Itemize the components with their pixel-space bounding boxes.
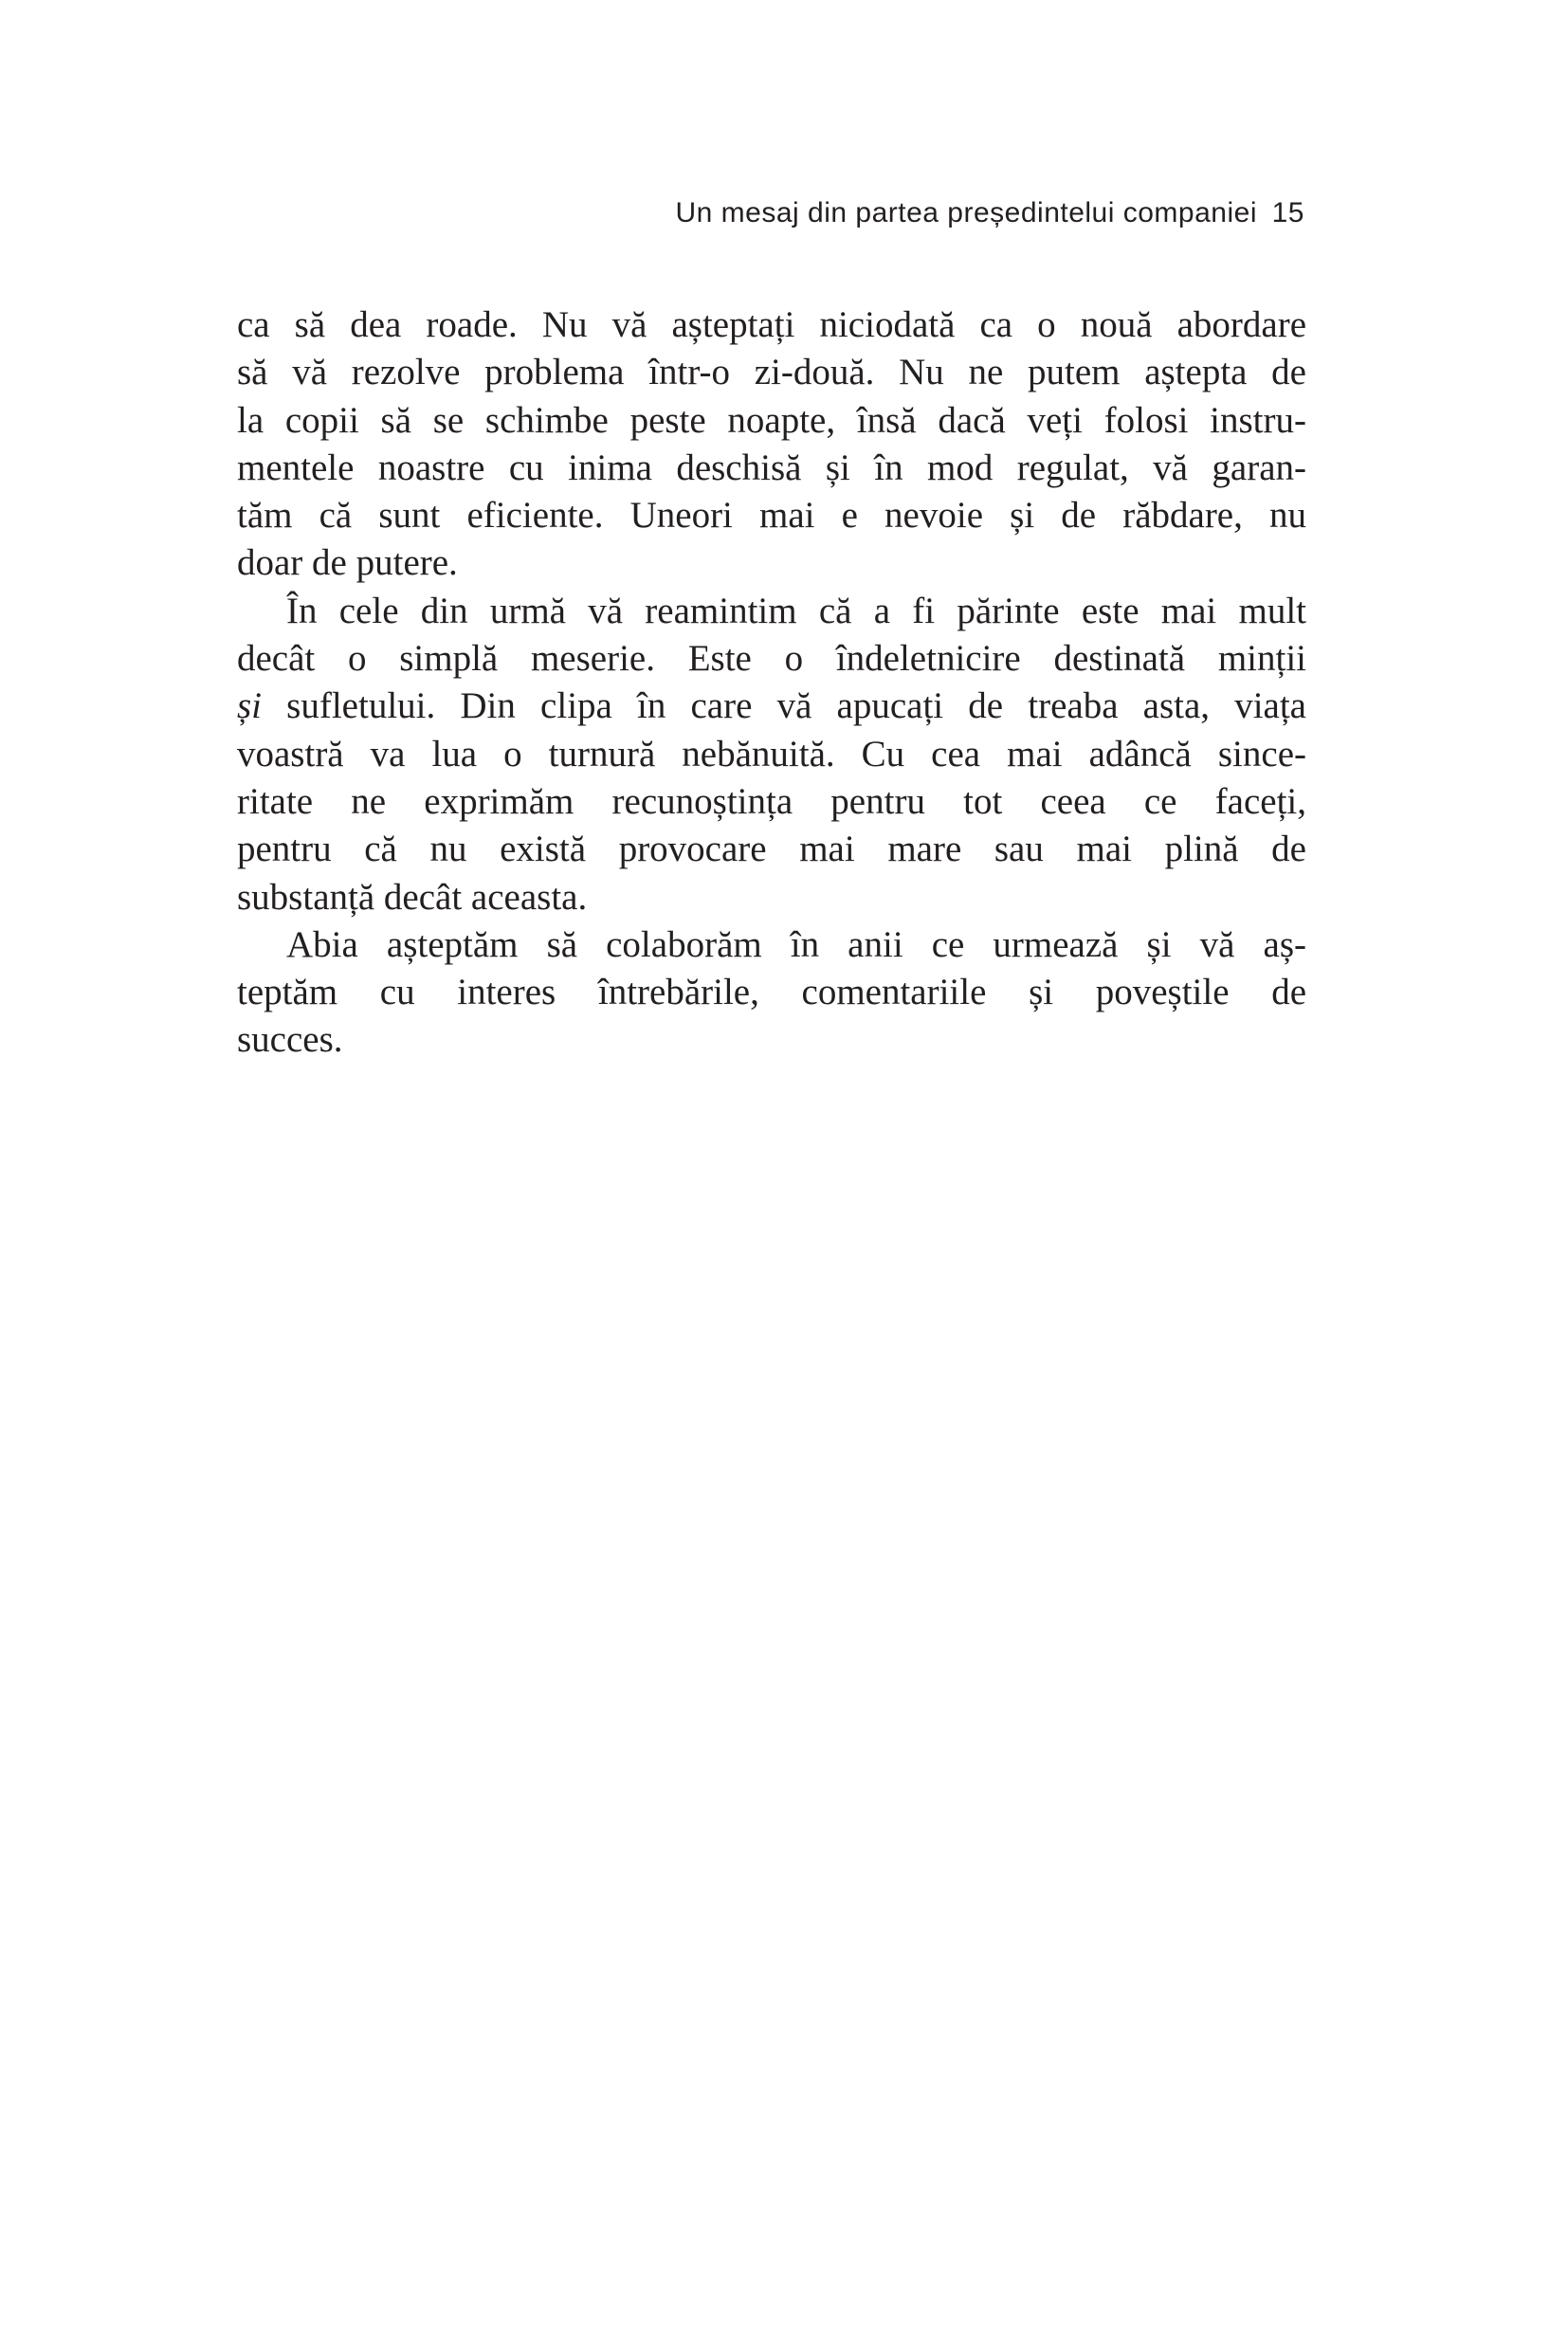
text-span: sufletului. Din clipa în care vă apucați de treaba asta, viața (262, 685, 1306, 727)
text-line: la copii să se schimbe peste noapte, însă dacă veți folosi instru- (237, 399, 1306, 441)
text-line: substanță decât aceasta. (237, 876, 588, 918)
text-line: ca să dea roade. Nu vă așteptați niciodată ca o nouă abordare (237, 304, 1306, 345)
paragraph (237, 921, 1306, 1065)
running-header (237, 197, 1306, 241)
text-line: să vă rezolve problema într-o zi-două. Nu ne putem aștepta de (237, 352, 1306, 393)
text-line: ritate ne exprimăm recunoștința pentru tot ceea ce faceți, (237, 780, 1306, 822)
text-line: În cele din urmă vă reamintim că a fi părinte este mai mult (286, 590, 1306, 631)
text-line: Abia așteptăm să colaborăm în anii ce urmează și vă aș- (286, 923, 1306, 965)
text-line: tăm că sunt eficiente. Uneori mai e nevoie și de răbdare, nu (237, 495, 1306, 537)
text-line: pentru că nu există provocare mai mare sau mai plină de (237, 829, 1306, 870)
text-line: decât o simplă meserie. Este o îndeletnicire destinată minții (237, 638, 1306, 680)
paragraph (237, 588, 1306, 921)
text-line: succes. (237, 1019, 343, 1061)
body-text (237, 301, 1306, 1065)
text-line: doar de putere. (237, 542, 458, 584)
text-line: mentele noastre cu inima deschisă și în mod regulat, vă garan- (237, 447, 1306, 488)
paragraph (237, 301, 1306, 588)
text-line: teptăm cu interes întrebările, comentariile și poveștile de (237, 972, 1306, 1013)
text-line (237, 683, 1306, 730)
running-title: Un mesaj din partea președintelui companiei (675, 197, 1257, 228)
page-number: 15 (1271, 197, 1304, 228)
text-line: voastră va lua o turnură nebănuită. Cu cea mai adâncă since- (237, 733, 1306, 775)
italic-word: și (237, 685, 263, 727)
